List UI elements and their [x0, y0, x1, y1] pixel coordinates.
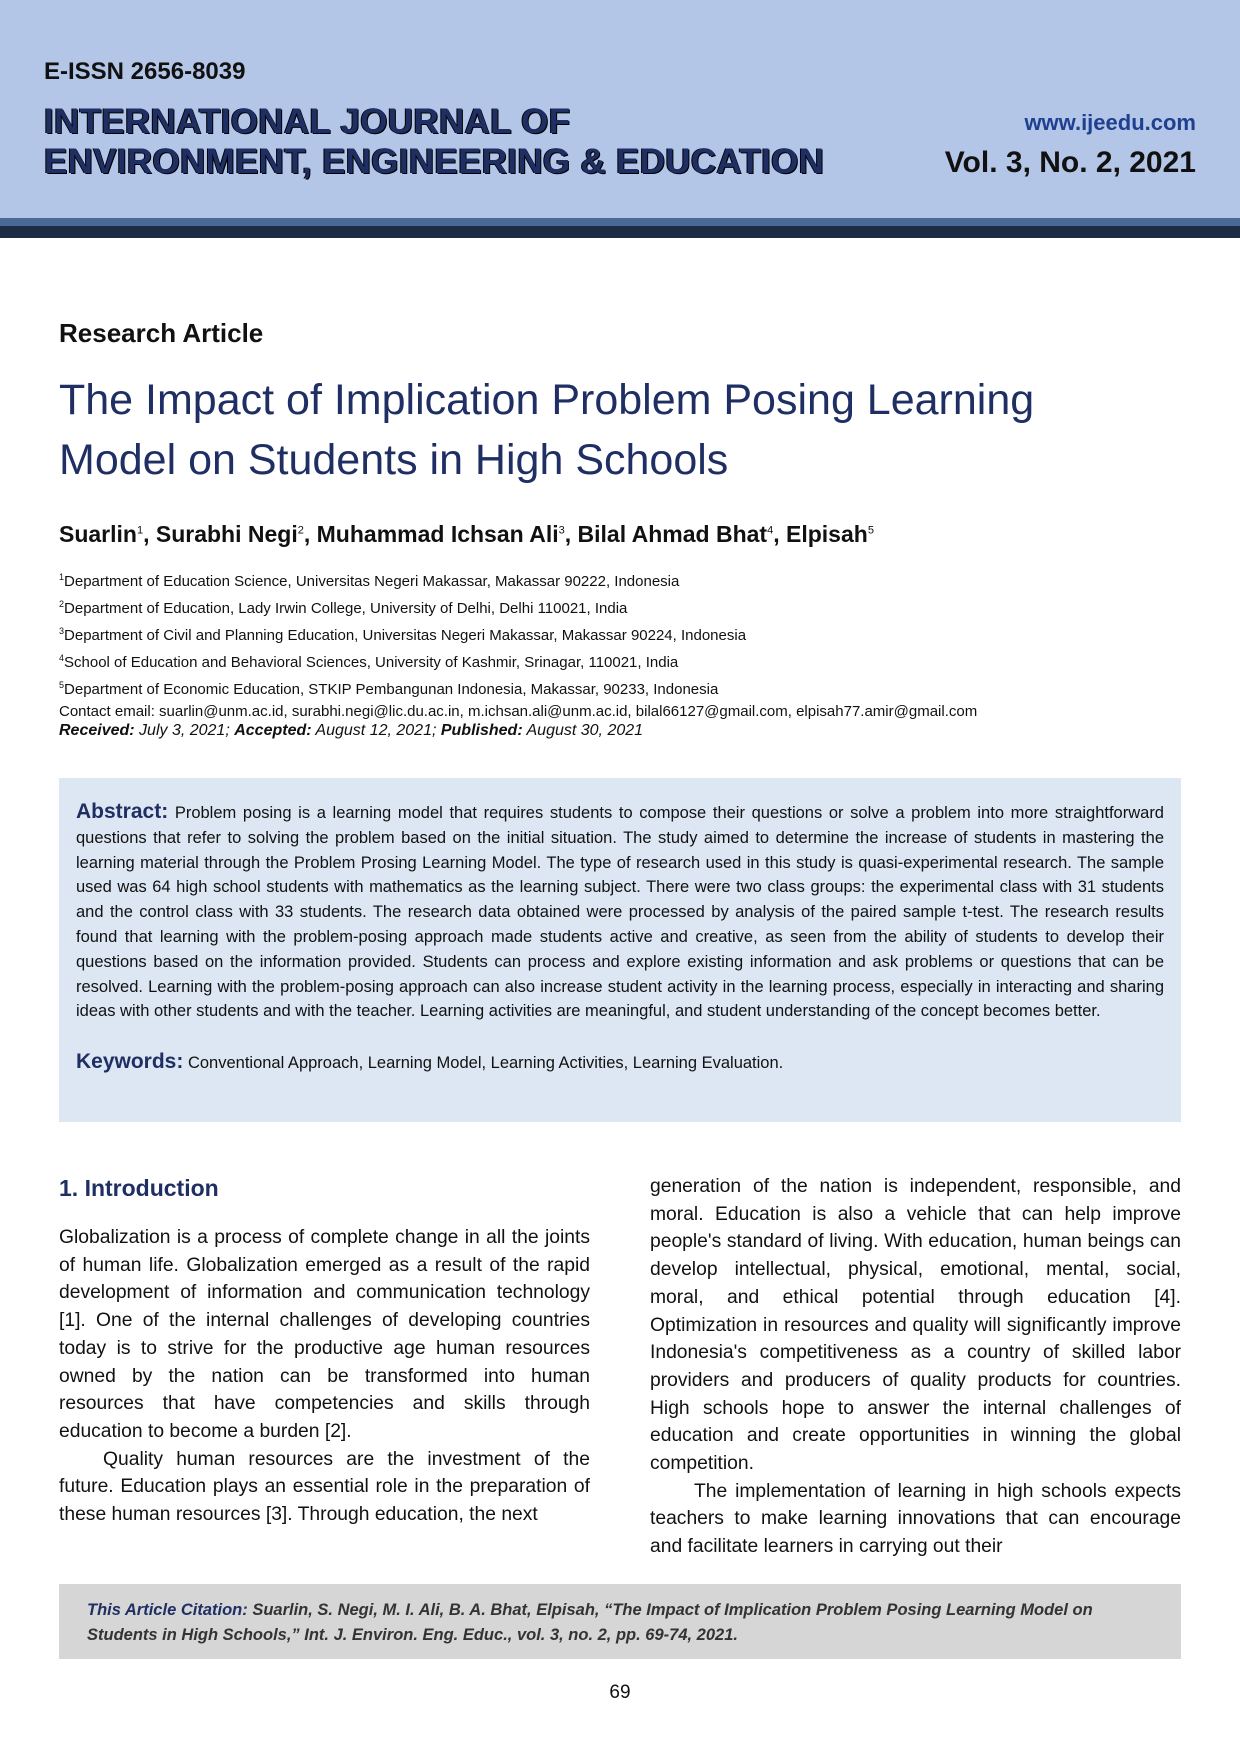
article-title-line2: Model on Students in High Schools	[59, 436, 729, 484]
accepted-date: August 12, 2021;	[311, 722, 441, 739]
affiliation-list	[59, 566, 1179, 723]
affiliation-marker: 1	[59, 572, 65, 582]
author-name: Suarlin	[59, 521, 137, 547]
affiliation-marker: 4	[59, 653, 65, 663]
affiliation-item	[59, 593, 1179, 620]
article-title-line1: The Impact of Implication Problem Posing Learning	[59, 376, 1035, 424]
received-label: Received:	[59, 722, 135, 739]
abstract-text: Problem posing is a learning model that requires students to compose their questions or solve a problem into more straightforward questions that refer to solving the problem based on the initial situation. The study aimed to determine the increase of students in mastering the learning material through the Problem Prosing Learning Model. The type of research used in this study is quasi-experimental research. The sample used was 64 high school students with mathematics as the learning subject. There were two class groups: the experimental class with 31 students and the control class with 33 students. The research data obtained were processed by analysis of the paired sample t-test. The research results found that learning with the problem-posing approach made students active and creative, as seen from the ability of students to develop their questions based on the information provided. Students can process and explore existing information and ask problems or questions that can be resolved. Learning with the problem-posing approach can also increase student activity in the learning process, especially in interacting and sharing ideas with other students and with the teacher. Learning activities are meaningful, and student understanding of the concept becomes better.	[76, 804, 1164, 1021]
affiliation-item	[59, 674, 1179, 701]
received-date: July 3, 2021;	[134, 722, 235, 739]
accepted-label: Accepted:	[234, 722, 312, 739]
body-column-right	[650, 1173, 1181, 1561]
author-separator: ,	[143, 521, 156, 547]
article-type: Research Article	[59, 318, 264, 348]
affiliation-item	[59, 566, 1179, 593]
affiliation-item	[59, 647, 1179, 674]
paragraph: Globalization is a process of complete change in all the joints of human life. Globalization emerged as a result of the rapid development of information and communication technology [1]. One of the internal challenges of developing countries today is to strive for the productive age human resources owned by the nation can be transformed into human resources that have competencies and skills through education to become a burden [2].	[59, 1227, 590, 1442]
affiliation-text: Department of Education Science, Universitas Negeri Makassar, Makassar 90222, Indonesia	[64, 573, 680, 590]
author-list	[59, 521, 874, 548]
author-name: Surabhi Negi	[155, 521, 298, 547]
affiliation-marker: 5	[59, 680, 65, 690]
body-column-left	[59, 1224, 590, 1529]
author-separator: ,	[303, 521, 317, 547]
affiliation-marker: 2	[59, 599, 65, 609]
issn: E-ISSN 2656-8039	[44, 58, 246, 85]
abstract-box	[59, 778, 1181, 1122]
abstract	[76, 800, 1164, 1024]
affiliation-text: Department of Education, Lady Irwin College, University of Delhi, Delhi 110021, India	[64, 600, 628, 617]
author-separator: ,	[773, 521, 786, 547]
journal-website-link[interactable]: www.ijeedu.com	[1024, 110, 1196, 135]
citation-text: Suarlin, S. Negi, M. I. Ali, B. A. Bhat, Elpisah, “The Impact of Implication Problem Posing Learning Model on Students in High Schools,” Int. J. Environ. Eng. Educ., vol. 3, no. 2, pp. 69-74, 2021.	[87, 1601, 1093, 1644]
volume-issue: Vol. 3, No. 2, 2021	[944, 146, 1196, 179]
page-number: 69	[609, 1682, 631, 1703]
affiliation-text: Department of Civil and Planning Education, Universitas Negeri Makassar, Makassar 90224, Indonesia	[64, 627, 747, 644]
author-affiliation-marker: 5	[867, 524, 874, 537]
author-affiliation-marker: 3	[558, 524, 565, 537]
author-affiliation-marker: 2	[297, 524, 304, 537]
affiliation-marker: 3	[59, 626, 65, 636]
author-affiliation-marker: 1	[136, 524, 144, 537]
affiliation-item	[59, 620, 1179, 647]
author-name: Bilal Ahmad Bhat	[577, 521, 768, 547]
published-date: August 30, 2021	[522, 722, 644, 739]
journal-name-line2: ENVIRONMENT, ENGINEERING & EDUCATION	[44, 142, 825, 181]
author-affiliation-marker: 4	[767, 524, 774, 537]
publication-dates	[59, 722, 643, 740]
keywords-heading: Keywords:	[76, 1050, 184, 1074]
journal-header	[0, 0, 1240, 218]
keywords-text: Conventional Approach, Learning Model, Learning Activities, Learning Evaluation.	[183, 1054, 784, 1073]
keywords	[76, 1050, 1164, 1074]
published-label: Published:	[440, 722, 523, 739]
section-heading-introduction: 1. Introduction	[59, 1175, 219, 1201]
abstract-heading: Abstract:	[76, 800, 169, 823]
citation-box	[59, 1584, 1181, 1659]
author-name: Muhammad Ichsan Ali	[316, 521, 559, 547]
author-name: Elpisah	[786, 521, 868, 547]
header-divider-bar	[0, 218, 1240, 238]
paragraph: The implementation of learning in high schools expects teachers to make learning innovations that can encourage and facilitate learners in carrying out their	[650, 1480, 1181, 1558]
author-separator: ,	[564, 521, 578, 547]
paragraph: generation of the nation is independent, responsible, and moral. Education is also a vehicle that can help improve people's standard of living. With education, human beings can develop intellectual, physical, emotional, mental, social, moral, and ethical potential through education [4]. Optimization in resources and quality will significantly improve Indonesia's competitiveness as a country of skilled labor providers and producers of quality products for countries. High schools hope to answer the internal challenges of education and create opportunities in winning the global competition.	[650, 1176, 1181, 1475]
contact-email: Contact email: suarlin@unm.ac.id, surabhi.negi@lic.du.ac.in, m.ichsan.ali@unm.ac.id, bilal66127@gmail.com, elpisah77.amir@gmail.com	[59, 703, 978, 720]
article-title	[59, 370, 1179, 490]
affiliation-text: Department of Economic Education, STKIP Pembangunan Indonesia, Makassar, 90233, Indonesia	[64, 681, 719, 698]
citation-label: This Article Citation:	[87, 1601, 248, 1619]
paragraph: Quality human resources are the investment of the future. Education plays an essential role in the preparation of these human resources [3]. Through education, the next	[59, 1448, 590, 1526]
journal-name	[44, 102, 864, 182]
affiliation-text: School of Education and Behavioral Sciences, University of Kashmir, Srinagar, 110021, India	[64, 654, 679, 671]
journal-name-line1: INTERNATIONAL JOURNAL OF	[44, 102, 571, 141]
